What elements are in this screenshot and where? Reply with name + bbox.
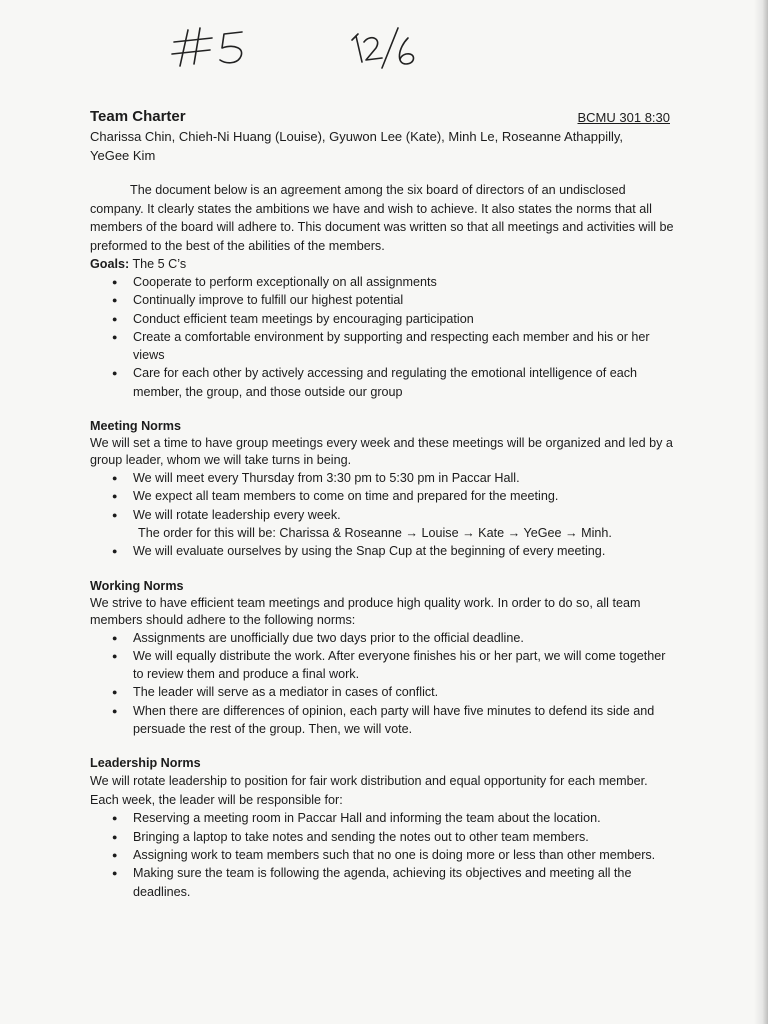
list-item: ● We expect all team members to come on time and prepared for the meeting.	[112, 487, 675, 505]
goals-label: Goals:	[90, 257, 130, 271]
course-code: BCMU 301 8:30	[577, 110, 670, 125]
list-item: ● When there are differences of opinion, each party will have five minutes to defend its side and persuade the rest of the group. Then, we will vote.	[112, 702, 675, 739]
page-edge-shadow	[754, 0, 768, 1024]
working-norms-list	[90, 629, 675, 739]
meeting-norms-heading: Meeting Norms	[90, 419, 181, 434]
goals-line	[90, 255, 675, 273]
list-item: ● Reserving a meeting room in Paccar Hall and informing the team about the location.	[112, 809, 675, 827]
list-item: ● We will rotate leadership every week.	[112, 506, 675, 524]
section-spacer	[90, 738, 675, 754]
list-item: ● Continually improve to fulfill our highest potential	[112, 291, 675, 309]
meeting-norms-list	[90, 469, 675, 560]
leadership-norms-list	[90, 809, 675, 900]
leadership-norms-text: We will rotate leadership to position for fair work distribution and equal opportunity for each member. Each week, the leader will be responsible for:	[90, 774, 648, 807]
document-header	[90, 108, 670, 165]
list-item: ● Assignments are unofficially due two days prior to the official deadline.	[112, 629, 675, 647]
list-item: ● The leader will serve as a mediator in cases of conflict.	[112, 683, 675, 701]
list-item: ● Conduct efficient team meetings by encouraging participation	[112, 310, 675, 328]
working-norms-heading: Working Norms	[90, 578, 184, 593]
section-spacer	[90, 561, 675, 577]
list-item: ● Making sure the team is following the agenda, achieving its objectives and meeting all the deadlines.	[112, 864, 675, 901]
list-item: ● Create a comfortable environment by supporting and respecting each member and his or her views	[112, 328, 675, 365]
list-item: ● Cooperate to perform exceptionally on all assignments	[112, 273, 675, 291]
list-item: ● Bringing a laptop to take notes and sending the notes out to other team members.	[112, 828, 675, 846]
intro-paragraph: The document below is an agreement among the six board of directors of an undisclosed company. It clearly states the ambitions we have and wish to achieve. It also states the norms that all members of the board will adhere to. This document was written so that all meetings and activities will be preformed to the best of the abilities of the members.	[90, 183, 674, 253]
section-spacer	[90, 401, 675, 417]
handwritten-number-and-date-drawing	[150, 18, 450, 78]
list-item: ● We will equally distribute the work. After everyone finishes his or her part, we will come together to review them and produce a final work.	[112, 647, 675, 684]
goals-text: The 5 C’s	[132, 257, 187, 271]
meeting-norms-text: We will set a time to have group meetings every week and these meetings will be organized and led by a group leader, whom we will take turns in being.	[90, 436, 673, 468]
list-item: ● Care for each other by actively accessing and regulating the emotional intelligence of each member, the group, and those outside our group	[112, 364, 675, 401]
list-item: ● We will meet every Thursday from 3:30 pm to 5:30 pm in Paccar Hall.	[112, 469, 675, 487]
goals-list	[90, 273, 675, 401]
document-title: Team Charter	[90, 108, 186, 125]
list-item: ● We will evaluate ourselves by using the Snap Cup at the beginning of every meeting.	[112, 542, 675, 560]
working-norms-text: We strive to have efficient team meetings and produce high quality work. In order to do so, all team members should adhere to the following norms:	[90, 595, 641, 627]
leadership-order-line: The order for this will be: Charissa & Roseanne → Louise → Kate → YeGee → Minh.	[138, 525, 612, 540]
list-item: ● Assigning work to team members such that no one is doing more or less than other members.	[112, 846, 675, 864]
leadership-norms-heading: Leadership Norms	[90, 756, 201, 771]
document-body	[90, 181, 675, 901]
team-members: Charissa Chin, Chieh-Ni Huang (Louise), Gyuwon Lee (Kate), Minh Le, Roseanne Athappilly, YeGee Kim	[90, 129, 624, 163]
handwritten-annotation	[150, 18, 450, 78]
